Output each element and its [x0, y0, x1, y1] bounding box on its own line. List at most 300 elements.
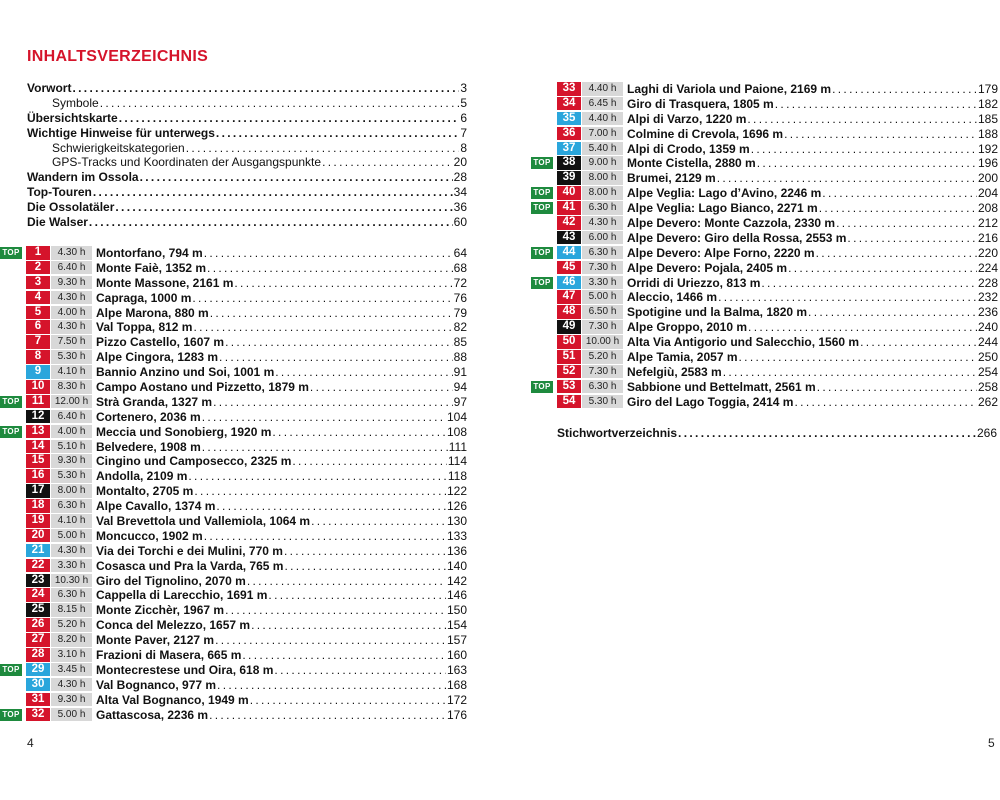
tour-entry[interactable]	[531, 320, 998, 335]
tour-name: Cosasca und Pra la Varda, 765 m	[96, 558, 284, 573]
tour-duration: 9.30 h	[51, 454, 92, 468]
top-badge: TOP	[0, 664, 22, 676]
leader-dots	[215, 633, 446, 647]
tour-page: 262	[977, 394, 998, 409]
leader-dots	[93, 185, 453, 199]
tour-duration: 7.00 h	[582, 127, 623, 141]
tour-entry[interactable]	[0, 499, 467, 514]
tour-entry[interactable]	[531, 350, 998, 365]
tour-page: 258	[977, 379, 998, 394]
tour-duration: 10.30 h	[51, 574, 92, 588]
tour-line	[96, 291, 467, 306]
tour-entry[interactable]	[531, 261, 998, 276]
tour-page: 76	[453, 290, 467, 305]
tour-line	[96, 648, 467, 663]
tour-entry[interactable]	[0, 603, 467, 618]
tour-number-badge: 36	[557, 127, 581, 141]
toc-entry[interactable]	[27, 185, 467, 200]
toc-entry-page: 3	[460, 81, 467, 95]
tour-name: Montecrestese und Oira, 618 m	[96, 662, 274, 677]
tour-name: Alpe Cingora, 1283 m	[96, 350, 219, 365]
tour-name: Alpe Tamia, 2057 m	[627, 350, 738, 365]
tour-name: Orridi di Uriezzo, 813 m	[627, 275, 761, 290]
tour-duration: 4.10 h	[51, 365, 92, 379]
leader-dots	[251, 618, 446, 632]
leader-dots	[207, 261, 453, 275]
leader-dots	[217, 678, 446, 692]
leader-dots	[213, 395, 453, 409]
tour-line	[627, 350, 998, 365]
tour-name: Montorfano, 794 m	[96, 246, 203, 260]
tour-line	[627, 186, 998, 201]
tour-name: Gattascosa, 2236 m	[96, 707, 209, 722]
tour-number-badge: 42	[557, 216, 581, 230]
leader-dots	[194, 484, 446, 498]
tour-duration: 6.00 h	[582, 231, 623, 245]
leader-dots	[250, 693, 446, 707]
tour-name: Colmine di Crevola, 1696 m	[627, 126, 784, 141]
leader-dots	[119, 111, 460, 125]
toc-entry-label: GPS-Tracks und Koordinaten der Ausgangspunkte	[52, 155, 322, 170]
toc-entry[interactable]	[27, 215, 467, 230]
tour-page: 72	[453, 275, 467, 290]
leader-dots	[225, 603, 446, 617]
tour-entry[interactable]	[531, 142, 998, 157]
leader-dots	[718, 290, 977, 304]
tour-entry[interactable]	[531, 112, 998, 127]
tour-number-badge: 30	[26, 678, 50, 692]
tour-entry[interactable]	[531, 290, 998, 305]
leader-dots	[751, 142, 977, 156]
leader-dots	[216, 499, 446, 513]
toc-entry-label: Die Ossolatäler	[27, 200, 115, 215]
leader-dots	[678, 426, 976, 440]
leader-dots	[89, 215, 453, 229]
leader-dots	[193, 320, 452, 334]
page-number-left: 4	[27, 736, 34, 750]
tour-line	[96, 499, 467, 514]
top-badge: TOP	[531, 381, 553, 393]
toc-entry[interactable]	[27, 170, 467, 185]
tour-entry[interactable]	[0, 320, 467, 335]
tour-duration: 8.00 h	[51, 484, 92, 498]
tour-entry[interactable]	[531, 171, 998, 186]
toc-entry[interactable]	[27, 96, 467, 111]
tour-duration: 4.30 h	[582, 216, 623, 230]
tour-name: Belvedere, 1908 m	[96, 439, 201, 454]
tour-number-badge: 23	[26, 574, 50, 588]
index-entry-label: Stichwortverzeichnis	[557, 426, 678, 440]
leader-dots	[816, 246, 977, 260]
tour-entry[interactable]	[0, 454, 467, 469]
tour-number-badge: 1	[26, 246, 50, 260]
tour-entry[interactable]	[0, 395, 467, 410]
leader-dots	[72, 81, 459, 95]
leader-dots	[757, 156, 977, 170]
tour-name: Aleccio, 1466 m	[627, 290, 718, 305]
tour-page: 82	[453, 320, 467, 335]
leader-dots	[242, 648, 446, 662]
tour-page: 114	[447, 454, 467, 469]
tour-name: Monte Zicchèr, 1967 m	[96, 603, 225, 618]
tour-entry[interactable]	[0, 618, 467, 633]
tour-page: 118	[447, 469, 467, 484]
index-entry-page: 266	[976, 426, 997, 440]
leader-dots	[216, 126, 459, 140]
tour-entry[interactable]	[0, 588, 467, 603]
tour-entry[interactable]	[531, 156, 998, 171]
tour-duration: 5.30 h	[51, 350, 92, 364]
tour-duration: 6.30 h	[51, 499, 92, 513]
tour-page: 254	[977, 364, 998, 379]
tour-entry[interactable]	[0, 365, 467, 380]
tour-page: 97	[453, 394, 467, 409]
toc-entry[interactable]	[27, 81, 467, 96]
tour-entry[interactable]	[0, 410, 467, 425]
tour-duration: 4.00 h	[51, 425, 92, 439]
tour-page: 150	[446, 603, 467, 618]
toc-entry-label: Übersichtskarte	[27, 110, 118, 125]
tour-line	[96, 425, 467, 440]
tour-line	[627, 320, 998, 335]
tour-entry[interactable]	[0, 306, 467, 321]
tour-duration: 9.30 h	[51, 276, 92, 290]
tour-entry[interactable]	[531, 395, 998, 410]
tour-page: 188	[977, 126, 998, 141]
tour-duration: 6.40 h	[51, 410, 92, 424]
tour-name: Cappella di Larecchio, 1691 m	[96, 588, 268, 603]
tour-name: Alpe Cavallo, 1374 m	[96, 499, 216, 514]
tour-name: Spotigine und la Balma, 1820 m	[627, 305, 808, 320]
tour-duration: 7.30 h	[582, 365, 623, 379]
tour-entry[interactable]	[0, 291, 467, 306]
tour-name: Via dei Torchi e dei Mulini, 770 m	[96, 543, 283, 558]
leader-dots	[204, 529, 446, 543]
tour-line	[96, 454, 467, 469]
tour-name: Alpi di Varzo, 1220 m	[627, 111, 747, 126]
leader-dots	[247, 574, 446, 588]
tour-entry[interactable]	[0, 469, 467, 484]
tour-page: 232	[977, 290, 998, 305]
tour-page: 88	[453, 350, 467, 365]
tour-duration: 7.30 h	[582, 261, 623, 275]
tour-entry[interactable]	[0, 663, 467, 678]
tour-entry[interactable]	[0, 350, 467, 365]
tour-list-left	[0, 246, 467, 723]
tour-line	[627, 305, 998, 320]
tour-name: Giro di Trasquera, 1805 m	[627, 96, 774, 111]
tour-name: Brumei, 2129 m	[627, 171, 716, 186]
toc-entry[interactable]	[27, 111, 467, 126]
tour-name: Nefelgiù, 2583 m	[627, 364, 722, 379]
tour-entry[interactable]	[0, 261, 467, 276]
tour-line	[627, 216, 998, 231]
tour-entry[interactable]	[0, 678, 467, 693]
tour-page: 182	[977, 96, 998, 111]
leader-dots	[808, 305, 977, 319]
tour-number-badge: 9	[26, 365, 50, 379]
tour-entry[interactable]	[0, 633, 467, 648]
tour-number-badge: 31	[26, 693, 50, 707]
tour-name: Campo Aostano und Pizzetto, 1879 m	[96, 380, 309, 395]
tour-duration: 4.40 h	[582, 82, 623, 96]
tour-duration: 4.30 h	[51, 544, 92, 558]
tour-name: Andolla, 2109 m	[96, 469, 188, 484]
page-number-right: 5	[988, 736, 995, 750]
leader-dots	[794, 395, 976, 409]
tour-line	[96, 514, 467, 529]
tour-entry[interactable]	[531, 335, 998, 350]
tour-page: 154	[446, 618, 467, 633]
toc-entry-page: 36	[453, 200, 467, 215]
tour-page: 157	[446, 633, 467, 648]
leader-dots	[209, 708, 446, 722]
tour-line	[96, 306, 467, 321]
tour-page: 85	[453, 335, 467, 350]
tour-name: Alta Val Bognanco, 1949 m	[96, 692, 249, 707]
tour-name: Cortenero, 2036 m	[96, 409, 201, 424]
tour-list-right	[531, 82, 998, 410]
tour-name: Alpe Devero: Pojala, 2405 m	[627, 260, 788, 275]
leader-dots	[202, 410, 446, 424]
leader-dots	[717, 171, 977, 185]
tour-name: Monte Faiè, 1352 m	[96, 260, 207, 275]
tour-duration: 8.00 h	[582, 186, 623, 200]
tour-line	[627, 246, 998, 261]
tour-duration: 10.00 h	[582, 335, 623, 349]
tour-number-badge: 28	[26, 648, 50, 662]
tour-duration: 7.30 h	[582, 320, 623, 334]
tour-number-badge: 38	[557, 156, 581, 170]
tour-number-badge: 21	[26, 544, 50, 558]
tour-page: 122	[446, 484, 467, 499]
tour-entry[interactable]	[531, 186, 998, 201]
tour-page: 185	[977, 111, 998, 126]
leader-dots	[234, 276, 452, 290]
tour-duration: 12.00 h	[51, 395, 92, 409]
tour-entry[interactable]	[0, 544, 467, 559]
tour-line	[627, 276, 998, 291]
tour-page: 142	[446, 573, 467, 588]
tour-entry[interactable]	[0, 708, 467, 723]
tour-name: Sabbione und Bettelmatt, 2561 m	[627, 379, 816, 394]
tour-entry[interactable]	[531, 231, 998, 246]
tour-name: Alpe Veglia: Lago d’Avino, 2246 m	[627, 186, 822, 201]
tour-page: 240	[977, 320, 998, 335]
tour-page: 220	[977, 245, 998, 260]
tour-duration: 3.10 h	[51, 648, 92, 662]
tour-name: Alpi di Crodo, 1359 m	[627, 141, 750, 156]
tour-entry[interactable]	[0, 425, 467, 440]
tour-page: 163	[446, 662, 467, 677]
tour-entry[interactable]	[531, 365, 998, 380]
tour-name: Capraga, 1000 m	[96, 290, 192, 305]
leader-dots	[775, 97, 977, 111]
tour-number-badge: 18	[26, 499, 50, 513]
tour-entry[interactable]	[0, 440, 467, 455]
tour-name: Conca del Melezzo, 1657 m	[96, 618, 251, 633]
leader-dots	[192, 291, 452, 305]
tour-line	[96, 559, 467, 574]
tour-line	[96, 618, 467, 633]
toc-entry[interactable]	[27, 155, 467, 170]
tour-line	[627, 97, 998, 112]
tour-page: 79	[453, 305, 467, 320]
tour-page: 140	[446, 558, 467, 573]
tour-page: 204	[977, 186, 998, 201]
leader-dots	[204, 246, 453, 260]
tour-line	[96, 350, 467, 365]
tour-entry[interactable]	[0, 648, 467, 663]
leader-dots	[723, 365, 977, 379]
tour-line	[627, 82, 998, 97]
leader-dots	[747, 112, 977, 126]
tour-number-badge: 2	[26, 261, 50, 275]
leader-dots	[784, 127, 977, 141]
tour-duration: 3.30 h	[582, 276, 623, 290]
tour-name: Giro del Lago Toggia, 2414 m	[627, 394, 794, 409]
tour-number-badge: 24	[26, 588, 50, 602]
tour-line	[96, 335, 467, 350]
top-badge: TOP	[531, 202, 553, 214]
tour-line	[627, 231, 998, 246]
tour-name: Alpe Devero: Monte Cazzola, 2330 m	[627, 216, 836, 231]
tour-entry[interactable]	[531, 201, 998, 216]
tour-line	[627, 201, 998, 216]
tour-entry[interactable]	[0, 514, 467, 529]
tour-number-badge: 12	[26, 410, 50, 424]
tour-page: 104	[446, 409, 467, 424]
tour-duration: 6.30 h	[582, 246, 623, 260]
tour-line	[627, 290, 998, 305]
leader-dots	[284, 544, 446, 558]
tour-entry[interactable]	[0, 335, 467, 350]
tour-duration: 5.20 h	[51, 618, 92, 632]
tour-line	[627, 365, 998, 380]
leader-dots	[822, 186, 977, 200]
toc-entry-page: 5	[460, 95, 467, 110]
tour-name: Alpe Marona, 880 m	[96, 305, 209, 320]
tour-number-badge: 50	[557, 335, 581, 349]
tour-entry[interactable]	[531, 276, 998, 291]
tour-entry[interactable]	[0, 276, 467, 291]
tour-page: 244	[977, 335, 998, 350]
tour-page: 146	[446, 588, 467, 603]
tour-page: 179	[977, 82, 998, 96]
tour-page: 176	[446, 707, 467, 722]
tour-entry[interactable]	[0, 484, 467, 499]
tour-number-badge: 43	[557, 231, 581, 245]
tour-entry[interactable]	[531, 380, 998, 395]
tour-line	[627, 171, 998, 186]
tour-name: Alpe Devero: Alpe Forno, 2220 m	[627, 245, 815, 260]
toc-entry[interactable]	[27, 126, 467, 141]
toc-entry-page: 6	[460, 110, 467, 125]
leader-dots	[186, 141, 460, 155]
index-entry[interactable]	[557, 426, 997, 441]
tour-number-badge: 7	[26, 335, 50, 349]
tour-number-badge: 54	[557, 395, 581, 409]
tour-duration: 9.30 h	[51, 693, 92, 707]
tour-entry[interactable]	[531, 246, 998, 261]
tour-page: 192	[977, 141, 998, 156]
tour-page: 236	[977, 305, 998, 320]
tour-name: Montalto, 2705 m	[96, 484, 194, 499]
tour-line	[96, 693, 467, 708]
tour-entry[interactable]	[0, 246, 467, 261]
tour-line	[96, 484, 467, 499]
toc-entry-label: Wichtige Hinweise für unterwegs	[27, 125, 215, 140]
tour-duration: 8.00 h	[582, 171, 623, 185]
tour-number-badge: 4	[26, 291, 50, 305]
tour-number-badge: 53	[557, 380, 581, 394]
tour-number-badge: 51	[557, 350, 581, 364]
top-badge: TOP	[531, 247, 553, 259]
tour-entry[interactable]	[531, 305, 998, 320]
tour-entry[interactable]	[0, 693, 467, 708]
tour-duration: 8.20 h	[51, 633, 92, 647]
tour-duration: 5.40 h	[582, 142, 623, 156]
tour-entry[interactable]	[0, 529, 467, 544]
tour-duration: 5.30 h	[582, 395, 623, 409]
tour-line	[96, 395, 467, 410]
tour-entry[interactable]	[0, 380, 467, 395]
tour-page: 136	[446, 543, 467, 558]
tour-name: Monte Cistella, 2880 m	[627, 156, 756, 171]
top-badge: TOP	[531, 277, 553, 289]
tour-page: 172	[446, 692, 467, 707]
tour-entry[interactable]	[0, 559, 467, 574]
tour-duration: 4.30 h	[51, 320, 92, 334]
leader-dots	[140, 170, 453, 184]
tour-line	[96, 320, 467, 335]
leader-dots	[292, 454, 446, 468]
tour-line	[627, 261, 998, 276]
leader-dots	[836, 216, 977, 230]
tour-page: 228	[977, 275, 998, 290]
tour-line	[96, 529, 467, 544]
tour-name: Meccia und Sonobierg, 1920 m	[96, 424, 272, 439]
tour-name: Pizzo Castello, 1607 m	[96, 335, 225, 350]
tour-duration: 4.30 h	[51, 291, 92, 305]
toc-entry[interactable]	[27, 200, 467, 215]
leader-dots	[748, 320, 977, 334]
tour-entry[interactable]	[531, 216, 998, 231]
tour-duration: 4.00 h	[51, 306, 92, 320]
tour-number-badge: 39	[557, 171, 581, 185]
tour-number-badge: 49	[557, 320, 581, 334]
tour-duration: 8.30 h	[51, 380, 92, 394]
leader-dots	[832, 82, 977, 96]
tour-entry[interactable]	[531, 97, 998, 112]
leader-dots	[322, 155, 453, 169]
tour-entry[interactable]	[531, 127, 998, 142]
leader-dots	[860, 335, 977, 349]
tour-entry[interactable]	[531, 82, 998, 97]
toc-entry[interactable]	[27, 141, 467, 156]
tour-duration: 5.00 h	[582, 290, 623, 304]
leader-dots	[272, 425, 446, 439]
toc-entry-page: 8	[460, 140, 467, 155]
leader-dots	[202, 440, 448, 454]
tour-number-badge: 33	[557, 82, 581, 96]
toc-entry-page: 20	[453, 155, 467, 170]
tour-name: Frazioni di Masera, 665 m	[96, 648, 242, 663]
tour-line	[627, 142, 998, 157]
tour-entry[interactable]	[0, 574, 467, 589]
leader-dots	[817, 380, 977, 394]
front-matter-list	[27, 81, 467, 230]
